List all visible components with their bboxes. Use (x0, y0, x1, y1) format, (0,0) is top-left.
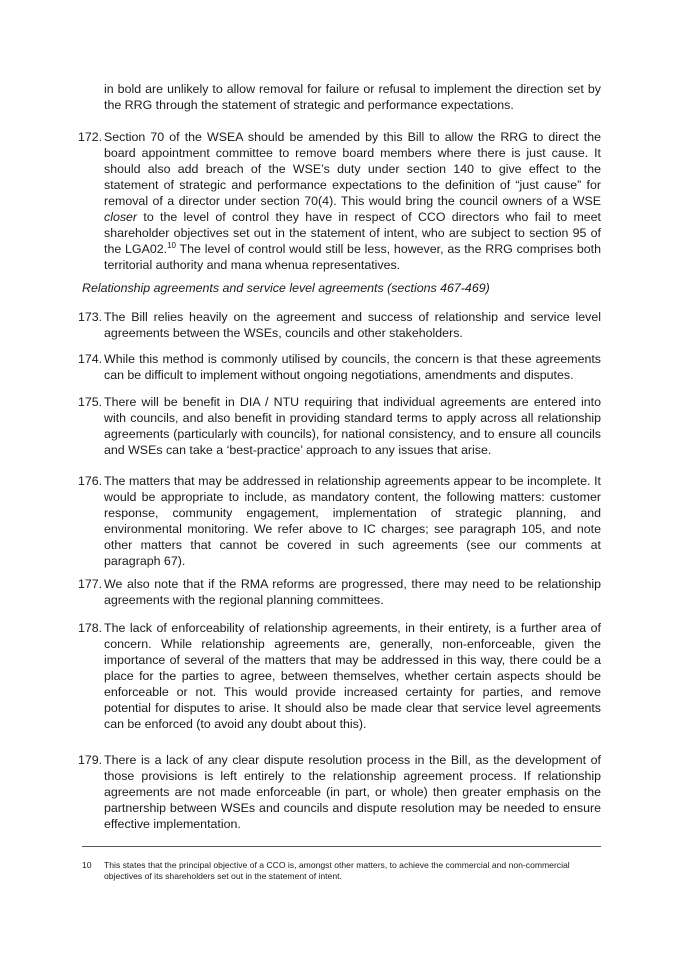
paragraph-text: The level of control would still be less, however, as the RRG comprises both territorial authority and mana whenua representatives. (104, 242, 602, 272)
paragraph-number: 175. (78, 395, 103, 409)
section-heading: Relationship agreements and service level agreements (sections 467-469) (82, 281, 490, 295)
paragraph-body: The matters that may be addressed in relationship agreements appear to be incomplete. It would be appropriate to include, as mandatory content, the following matters: customer response, community engagement, implementation of strategic planning, and environmental monitoring. We refer above to IC charges; see paragraph 105, and note other matters that cannot be covered in such agreements (see our comments at paragraph 67). (104, 474, 601, 568)
paragraph-number: 172. (78, 130, 103, 144)
paragraph-number: 174. (78, 352, 103, 366)
paragraph-body: The Bill relies heavily on the agreement and success of relationship and service level agreements between the WSEs, councils and other stakeholders. (104, 310, 601, 340)
paragraph-173 (78, 309, 601, 341)
paragraph-text: to the level of control they have in respect of CCO directors who fail to meet shareholder objectives set out in the statement of intent, who are subject to section 95 of the LGA02. (104, 210, 601, 256)
paragraph-179 (78, 752, 601, 832)
footnote-divider (82, 846, 601, 847)
paragraph-176 (78, 473, 601, 569)
paragraph-172 (78, 129, 602, 273)
paragraph-body: There is a lack of any clear dispute resolution process in the Bill, as the development of those provisions is left entirely to the relationship agreement process. If relationship agreements are not made enforceable (in part, or whole) then greater emphasis on the partnership between WSEs and councils and dispute resolution may be needed to ensure effective implementation. (104, 753, 601, 831)
italic-word: closer (104, 210, 138, 224)
paragraph-174 (78, 351, 601, 383)
paragraph-body: There will be benefit in DIA / NTU requiring that individual agreements are entered into with councils, and also benefit in providing standard terms to apply across all relationship agreements (particularly with councils), for national consistency, and to ensure all councils and WSEs can take a ‘best-practice’ approach to any issues that arise. (104, 395, 601, 457)
paragraph-number: 177. (78, 577, 103, 591)
paragraph-text: Section 70 of the WSEA should be amended by this Bill to allow the RRG to direct the board appointment committee to remove board members where there is just cause. It should also add breach of the WSE’s duty under section 140 to give effect to the statement of strategic and performance expectations to the definition of “just cause” for removal of a director under section 70(4). This would bring the council owners of a WSE (104, 130, 601, 208)
paragraph-177 (78, 576, 601, 608)
paragraph-number: 173. (78, 310, 103, 324)
paragraph-body: The lack of enforceability of relationship agreements, in their entirety, is a further area of concern. While relationship agreements are, generally, non-enforceable, given the importance of several of the matters that may be addressed in this way, there could be a place for the parties to agree, between themselves, whether certain aspects should be enforceable or not. This would provide increased certainty for parties, and remove potential for disputes to arise. It should also be made clear that service level agreements can be enforced (to avoid any doubt about this). (104, 621, 601, 731)
footnote-number: 10 (82, 860, 92, 870)
paragraph-number: 179. (78, 753, 103, 767)
paragraph-body: While this method is commonly utilised by councils, the concern is that these agreements can be difficult to implement without ongoing negotiations, amendments and disputes. (104, 352, 601, 382)
paragraph-body: We also note that if the RMA reforms are progressed, there may need to be relationship agreements with the regional planning committees. (104, 577, 601, 607)
paragraph-number: 176. (78, 474, 103, 488)
paragraph-175 (78, 394, 601, 458)
footnote-reference[interactable]: 10 (167, 240, 176, 250)
footnote-text: This states that the principal objective of a CCO is, amongst other matters, to achieve the commercial and non-commercial objectives of its shareholders set out in the statement of intent. (104, 860, 570, 881)
footnote (82, 860, 601, 882)
paragraph-number: 178. (78, 621, 103, 635)
paragraph-178 (78, 620, 601, 732)
continuation-text: in bold are unlikely to allow removal for failure or refusal to implement the direction set by the RRG through the statement of strategic and performance expectations. (104, 82, 601, 112)
paragraph-body (104, 129, 601, 273)
